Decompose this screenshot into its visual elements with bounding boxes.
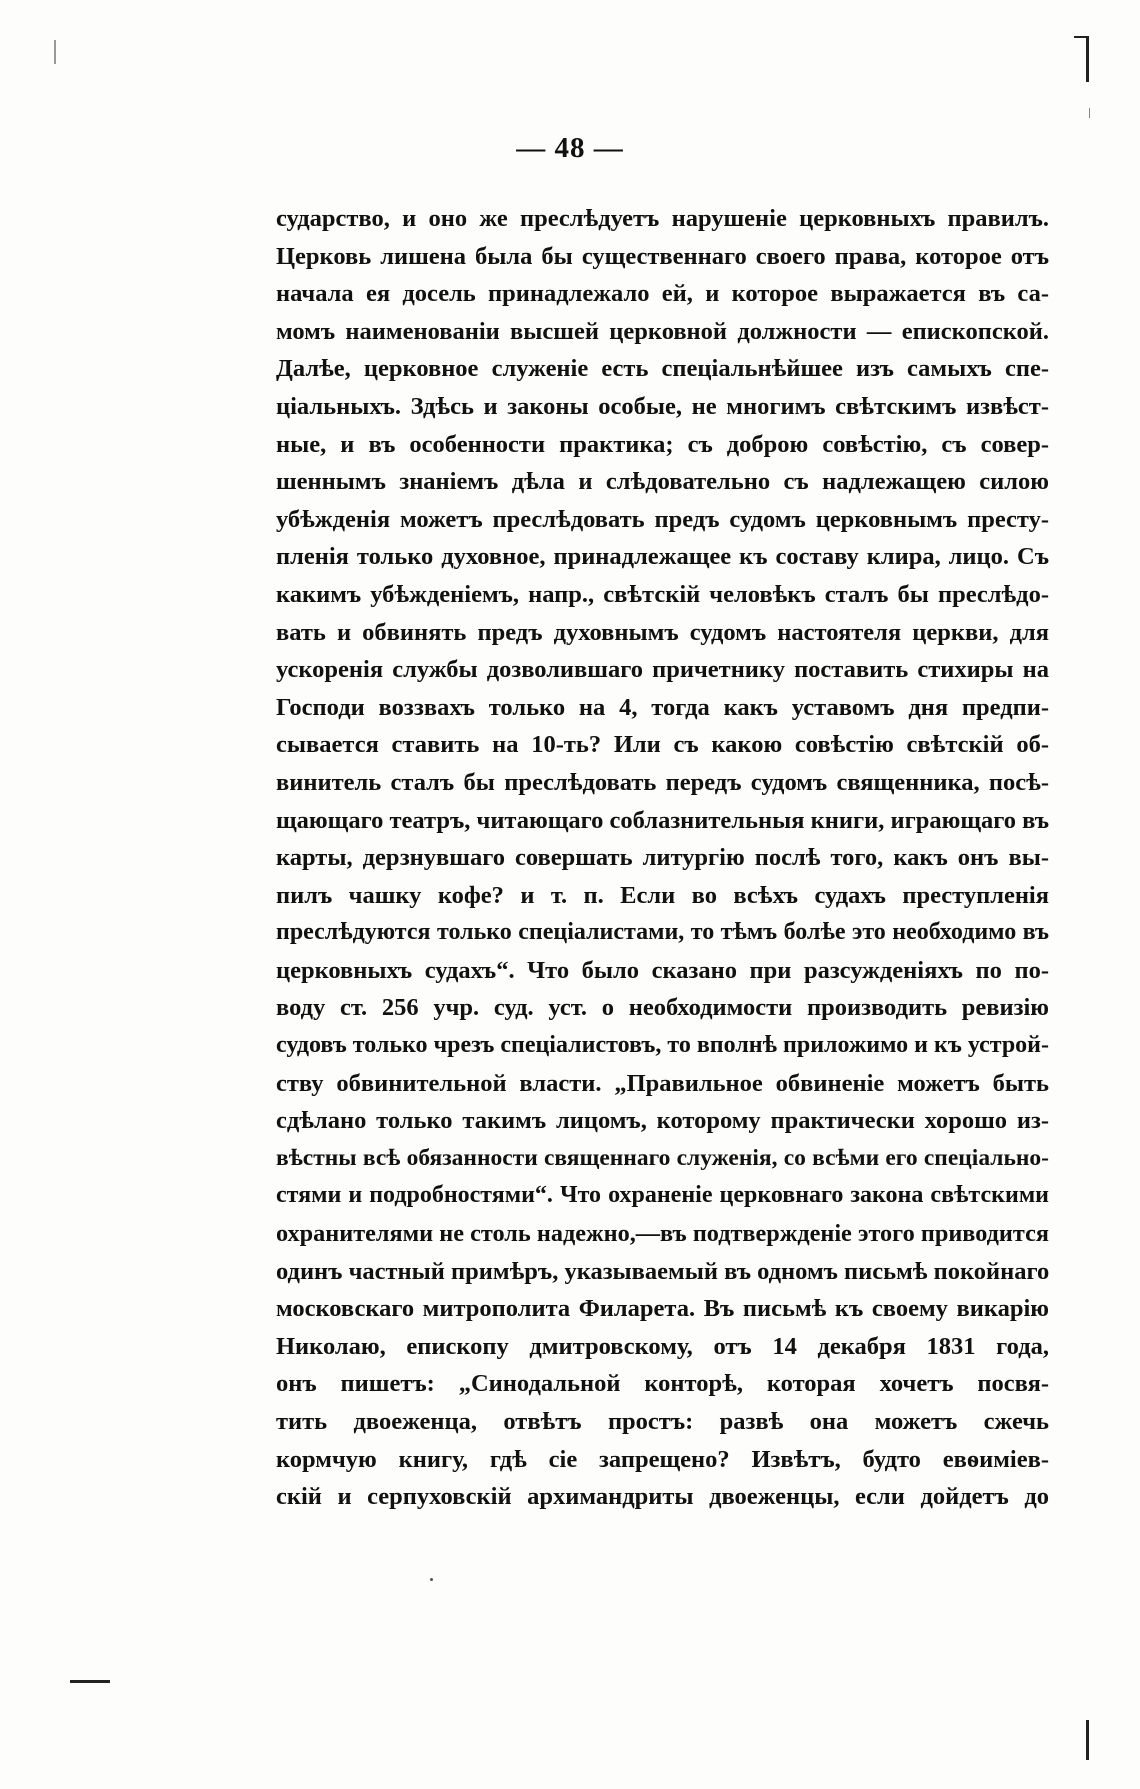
text-line: сывается ставить на 10-ть? Или съ какою совѣстію свѣтскій об- [276,731,1049,759]
text-line: пленія только духовное, принадлежащее къ составу клира, лицо. Съ [276,543,1049,571]
text-line: вать и обвинять предъ духовнымъ судомъ настоятеля церкви, для [276,618,1049,646]
text-line: вѣстны всѣ обязанности священнаго служенія, со всѣми его спеціально- [276,1144,1049,1171]
text-line: шеннымъ знаніемъ дѣла и слѣдовательно съ надлежащею силою [276,468,1049,496]
text-line: щающаго театръ, читающаго соблазнительныя книги, играющаго въ [276,806,1049,834]
text-line: кормчую книгу, гдѣ сіе запрещено? Извѣтъ, будто евѳиміев- [276,1445,1049,1473]
text-line: убѣжденія можетъ преслѣдовать предъ судомъ церковнымъ престу- [276,505,1049,533]
text-line: церковныхъ судахъ“. Что было сказано при разсужденіяхъ по по- [276,956,1049,984]
text-line: карты, дерзнувшаго совершать литургію послѣ того, какъ онъ вы- [276,844,1049,872]
text-line: воду ст. 256 учр. суд. уст. о необходимости производить ревизію [276,994,1049,1022]
text-line: Церковь лишена была бы существеннаго своего права, которое отъ [276,242,1049,270]
text-line: онъ пишетъ: „Синодальной конторѣ, которая хочетъ посвя- [276,1370,1049,1398]
text-line: ству обвинительной власти. „Правильное обвиненіе можетъ быть [276,1069,1049,1097]
text-line: сударство, и оно же преслѣдуетъ нарушеніе церковныхъ правилъ. [276,205,1049,232]
scan-edge-mark [1089,108,1090,118]
scan-edge-mark [1086,1720,1089,1760]
text-line: пилъ чашку кофе? и т. п. Если во всѣхъ судахъ преступленія [276,881,1049,909]
text-line: ные, и въ особенности практика; съ доброю совѣстію, съ совер- [276,430,1049,458]
scan-edge-mark [70,1680,110,1683]
text-line: начала ея досель принадлежало ей, и которое выражается въ са- [276,280,1049,308]
text-line: момъ наименованіи высшей церковной должности — епископской. [276,317,1049,345]
text-line: стями и подробностями“. Что охраненіе церковнаго закона свѣтскими [276,1182,1049,1209]
page-number: — 48 — [516,132,624,164]
text-line: тить двоеженца, отвѣтъ простъ: развѣ она можетъ сжечь [276,1408,1049,1435]
text-line: судовъ только чрезъ спеціалистовъ, то вполнѣ приложимо и къ устрой- [276,1032,1049,1059]
scan-edge-mark [1086,36,1089,82]
text-line: московскаго митрополита Филарета. Въ письмѣ къ своему викарію [276,1295,1049,1323]
text-line: Господи воззвахъ только на 4, тогда какъ уставомъ дня предпи- [276,693,1049,721]
scan-speck [430,1578,433,1581]
scan-edge-mark [54,40,56,64]
text-line: скій и серпуховскій архимандриты двоеженцы, если дойдетъ до [276,1483,1049,1511]
text-line: Николаю, епископу дмитровскому, отъ 14 декабря 1831 года, [276,1332,1049,1360]
text-line: преслѣдуются только спеціалистами, то тѣмъ болѣе это необходимо въ [276,919,1049,946]
text-line: сдѣлано только такимъ лицомъ, которому практически хорошо из- [276,1107,1049,1135]
text-line: винитель сталъ бы преслѣдовать передъ судомъ священника, посѣ- [276,768,1049,796]
text-line: охранителями не столь надежно,—въ подтвержденіе этого приводится [276,1220,1049,1248]
text-line: какимъ убѣжденіемъ, напр., свѣтскій человѣкъ сталъ бы преслѣдо- [276,580,1049,608]
body-text [276,200,1049,1516]
text-line: ускоренія службы дозволившаго причетнику поставить стихиры на [276,656,1049,684]
text-line: Далѣе, церковное служеніе есть спеціальнѣйшее изъ самыхъ спе- [276,355,1049,383]
text-line: одинъ частный примѣръ, указываемый въ одномъ письмѣ покойнаго [276,1257,1049,1285]
text-line: ціальныхъ. Здѣсь и законы особые, не многимъ свѣтскимъ извѣст- [276,392,1049,420]
